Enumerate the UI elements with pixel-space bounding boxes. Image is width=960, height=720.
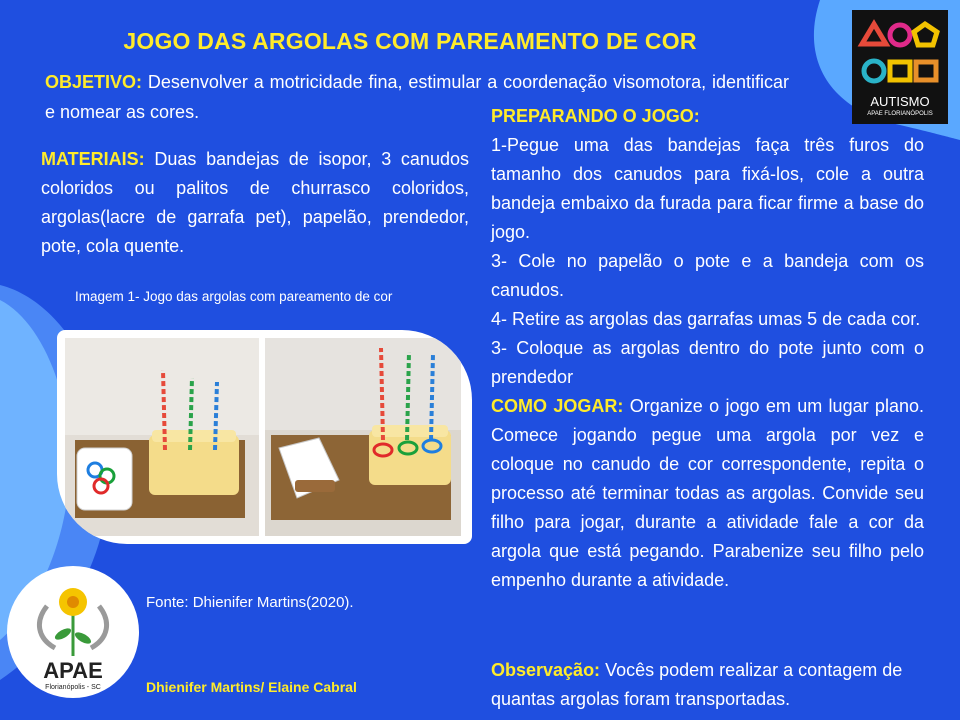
autismo-logo-sub: APAE FLORIANÓPOLIS bbox=[867, 111, 933, 117]
preparando-step: 3- Cole no papelão o pote e a bandeja com os canudos. bbox=[491, 251, 924, 300]
preparando-label: PREPARANDO O JOGO: bbox=[491, 106, 700, 126]
observacao-text: Vocês podem realizar a contagem de quantas argolas foram transportadas. bbox=[491, 660, 903, 709]
image-caption: Imagem 1- Jogo das argolas com pareamento de cor bbox=[75, 289, 393, 304]
autismo-logo bbox=[852, 10, 948, 124]
preparando-step: 1-Pegue uma das bandejas faça três furos do tamanho dos canudos para fixá-los, cole a outra bandeja embaixo da furada para ficar firme a base do jogo. bbox=[491, 135, 924, 242]
apae-logo-name: APAE bbox=[43, 658, 103, 683]
preparando-step: 4- Retire as argolas das garrafas umas 5 de cada cor. bbox=[491, 309, 921, 329]
authors: Dhienifer Martins/ Elaine Cabral bbox=[146, 679, 357, 695]
objetivo-text: Desenvolver a motricidade fina, estimular a coordenação visomotora, identificar e nomear as cores. bbox=[45, 72, 789, 122]
como-jogar-text: Organize o jogo em um lugar plano. Comece jogando pegue uma argola por vez e coloque no canudo de cor correspondente, repita o processo até terminar todas as argolas. Convide seu filho para jogar, durante a atividade fale a cor da argola que está pegando. Parabenize seu filho pelo empenho durante a atividade. bbox=[491, 396, 924, 590]
materiais-text: Duas bandejas de isopor, 3 canudos coloridos ou palitos de churrasco coloridos, argolas(lacre de garrafa pet), papelão, prendedor, pote, cola quente. bbox=[41, 149, 469, 256]
preparando-step: 3- Coloque as argolas dentro do pote junto com o prendedor bbox=[491, 338, 924, 387]
observacao-label: Observação: bbox=[491, 660, 601, 680]
game-photos bbox=[57, 330, 472, 544]
como-jogar-label: COMO JOGAR: bbox=[491, 396, 624, 416]
observacao-section bbox=[491, 656, 951, 714]
objetivo-label: OBJETIVO: bbox=[45, 72, 143, 92]
autismo-logo-name: AUTISMO bbox=[870, 94, 930, 109]
materiais-label: MATERIAIS: bbox=[41, 149, 145, 169]
preparando-section bbox=[491, 102, 924, 595]
apae-logo-sub: Florianópolis - SC bbox=[45, 684, 101, 691]
game-photo-illustration bbox=[57, 330, 472, 544]
materiais-section bbox=[41, 145, 469, 261]
como-jogar bbox=[491, 392, 924, 595]
apae-logo bbox=[7, 566, 139, 698]
photo-source: Fonte: Dhienifer Martins(2020). bbox=[146, 594, 354, 611]
page-title: JOGO DAS ARGOLAS COM PAREAMENTO DE COR bbox=[123, 28, 697, 54]
